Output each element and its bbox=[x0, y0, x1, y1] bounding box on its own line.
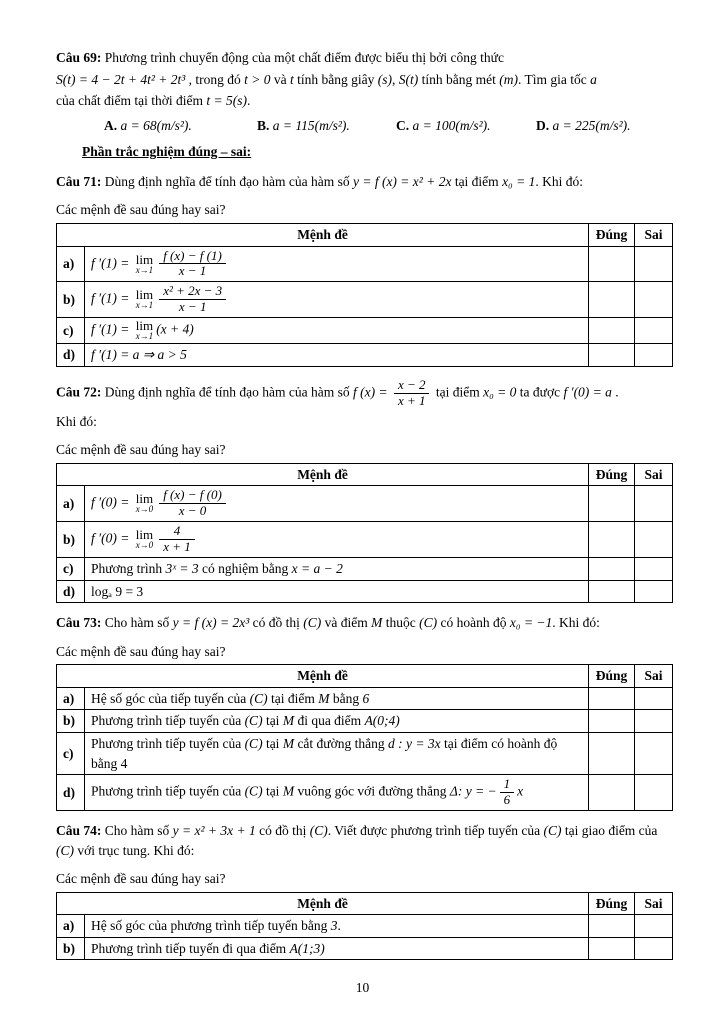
table-row bbox=[57, 318, 673, 344]
table-row bbox=[57, 687, 673, 710]
statement-key: a) bbox=[57, 687, 85, 710]
table-header-row bbox=[57, 223, 673, 246]
statement-text: Phương trình tiếp tuyến của (C) tại M đi qua điểm A(0;4) bbox=[85, 710, 589, 733]
column-header-menh-de: Mệnh đề bbox=[57, 665, 589, 688]
column-header-menh-de: Mệnh đề bbox=[57, 463, 589, 486]
table-row bbox=[57, 522, 673, 558]
table-row bbox=[57, 937, 673, 960]
column-header-sai: Sai bbox=[635, 665, 673, 688]
statement-text: f ′(0) = lim x→0 $\frac{4}{x + 1}$ bbox=[85, 522, 589, 558]
statement-key: a) bbox=[57, 246, 85, 282]
question-69-line3: của chất điểm tại thời điểm t = 5(s). bbox=[56, 93, 251, 109]
answer-cell-dung[interactable] bbox=[589, 937, 635, 960]
statement-key: d) bbox=[57, 344, 85, 367]
answer-cell-sai[interactable] bbox=[635, 580, 673, 603]
answer-cell-sai[interactable] bbox=[635, 775, 673, 811]
table-header-row bbox=[57, 892, 673, 915]
column-header-sai: Sai bbox=[635, 223, 673, 246]
answer-cell-dung[interactable] bbox=[589, 580, 635, 603]
question-74-prompt: Các mệnh đề sau đúng hay sai? bbox=[56, 871, 226, 887]
answer-cell-dung[interactable] bbox=[589, 732, 635, 774]
statement-key: b) bbox=[57, 522, 85, 558]
column-header-sai: Sai bbox=[635, 892, 673, 915]
answer-cell-sai[interactable] bbox=[635, 344, 673, 367]
question-73-prompt: Các mệnh đề sau đúng hay sai? bbox=[56, 643, 226, 659]
answer-cell-sai[interactable] bbox=[635, 710, 673, 733]
question-69-line1: Câu 69: Phương trình chuyển động của một chất điểm được biểu thị bởi công thức bbox=[56, 50, 504, 65]
column-header-menh-de: Mệnh đề bbox=[57, 892, 589, 915]
answer-cell-dung[interactable] bbox=[589, 710, 635, 733]
q74-statements-table bbox=[56, 892, 673, 961]
q71-statements-table bbox=[56, 223, 673, 367]
table-row bbox=[57, 246, 673, 282]
statement-text: f ′(1) = lim x→1 $\frac{\text{x² + 2x − 3}}{x - 1}$ bbox=[85, 282, 589, 318]
statement-key: b) bbox=[57, 710, 85, 733]
answer-cell-dung[interactable] bbox=[589, 687, 635, 710]
answer-cell-dung[interactable] bbox=[589, 246, 635, 282]
answer-cell-sai[interactable] bbox=[635, 522, 673, 558]
answer-cell-sai[interactable] bbox=[635, 282, 673, 318]
answer-cell-dung[interactable] bbox=[589, 775, 635, 811]
answer-cell-sai[interactable] bbox=[635, 246, 673, 282]
question-73-intro: Câu 73: Cho hàm số y = f (x) = 2x³ có đồ thị (C) và điểm M thuộc (C) có hoành độ x₀ = −1. Khi đó: bbox=[56, 615, 600, 631]
table-row bbox=[57, 915, 673, 938]
question-69-line2: S(t) = 4 − 2t + 4t² + 2t³ , trong đó t > 0 và t tính bằng giây (s), S(t) tính bằng mét (m). Tìm gia tốc a bbox=[56, 71, 597, 87]
statement-key: d) bbox=[57, 580, 85, 603]
question-71-intro: Câu 71: Dùng định nghĩa để tính đạo hàm của hàm số y = f (x) = x² + 2x tại điểm x₀ = 1. Khi đó: bbox=[56, 173, 583, 189]
statement-text: f ′(0) = lim x→0 $\frac{f (x) - f (0)}{x - 0}$ bbox=[85, 486, 589, 522]
column-header-sai: Sai bbox=[635, 463, 673, 486]
statement-text: logₐ 9 = 3 bbox=[85, 580, 589, 603]
answer-cell-sai[interactable] bbox=[635, 558, 673, 581]
statement-text: Phương trình tiếp tuyến của (C) tại M cắt đường thẳng d : y = 3x tại điểm có hoành độ bằng 4 bbox=[85, 732, 589, 774]
statement-key: c) bbox=[57, 732, 85, 774]
option-d: D. a = 225(m/s²). bbox=[536, 117, 631, 133]
statement-key: a) bbox=[57, 915, 85, 938]
table-row bbox=[57, 710, 673, 733]
question-72-intro: Câu 72: Dùng định nghĩa để tính đạo hàm của hàm số f (x) = $\frac{x - 2}{x + 1}$ tại điểm x₀ = 0 ta được f ′(0) = a . bbox=[56, 376, 619, 408]
statement-text: f ′(1) = a ⇒ a > 5 bbox=[85, 344, 589, 367]
answer-cell-dung[interactable] bbox=[589, 344, 635, 367]
table-header-row bbox=[57, 463, 673, 486]
table-row bbox=[57, 486, 673, 522]
answer-cell-dung[interactable] bbox=[589, 318, 635, 344]
column-header-dung: Đúng bbox=[589, 223, 635, 246]
answer-cell-sai[interactable] bbox=[635, 732, 673, 774]
q72-statements-table bbox=[56, 463, 673, 603]
option-c: C. a = 100(m/s²). bbox=[396, 117, 491, 133]
statement-key: a) bbox=[57, 486, 85, 522]
table-header-row bbox=[57, 665, 673, 688]
statement-key: c) bbox=[57, 558, 85, 581]
statement-text: Hệ số góc của tiếp tuyến của (C) tại điểm M bằng 6 bbox=[85, 687, 589, 710]
table-row bbox=[57, 282, 673, 318]
statement-text: f ′(1) = lim x→1 (x + 4) bbox=[85, 318, 589, 344]
page-number: 10 bbox=[355, 980, 370, 996]
column-header-dung: Đúng bbox=[589, 892, 635, 915]
table-row bbox=[57, 775, 673, 811]
question-71-prompt: Các mệnh đề sau đúng hay sai? bbox=[56, 202, 226, 218]
table-row bbox=[57, 558, 673, 581]
column-header-dung: Đúng bbox=[589, 463, 635, 486]
question-72-prompt: Các mệnh đề sau đúng hay sai? bbox=[56, 442, 226, 458]
column-header-menh-de: Mệnh đề bbox=[57, 223, 589, 246]
statement-text: Hệ số góc của phương trình tiếp tuyến bằng 3. bbox=[85, 915, 589, 938]
section-header: Phần trắc nghiệm đúng – sai: bbox=[82, 144, 252, 160]
option-b: B. a = 115(m/s²). bbox=[257, 117, 350, 133]
answer-cell-sai[interactable] bbox=[635, 687, 673, 710]
answer-cell-sai[interactable] bbox=[635, 318, 673, 344]
answer-cell-dung[interactable] bbox=[589, 558, 635, 581]
question-72-line2: Khi đó: bbox=[56, 413, 97, 429]
statement-text: f ′(1) = lim x→1 $\frac{f (x) - f (1)}{x - 1}$ bbox=[85, 246, 589, 282]
table-row bbox=[57, 344, 673, 367]
answer-cell-dung[interactable] bbox=[589, 915, 635, 938]
answer-cell-dung[interactable] bbox=[589, 282, 635, 318]
answer-cell-sai[interactable] bbox=[635, 915, 673, 938]
q73-statements-table bbox=[56, 664, 673, 811]
statement-key: b) bbox=[57, 282, 85, 318]
question-74-intro: Câu 74: Cho hàm số y = x² + 3x + 1 có đồ thị (C). Viết được phương trình tiếp tuyến của (C) tại giao điểm của (C) với trục tung. Khi đó: bbox=[56, 822, 658, 858]
table-row bbox=[57, 580, 673, 603]
statement-key: b) bbox=[57, 937, 85, 960]
statement-key: c) bbox=[57, 318, 85, 344]
question-69-options bbox=[56, 116, 673, 136]
statement-text: Phương trình tiếp tuyến đi qua điểm A(1;3) bbox=[85, 937, 589, 960]
table-row bbox=[57, 732, 673, 774]
option-a: A. a = 68(m/s²). bbox=[104, 117, 192, 133]
statement-text: Phương trình tiếp tuyến của (C) tại M vuông góc với đường thẳng Δ: y = − $\frac{1}{6}$ x bbox=[85, 775, 589, 811]
statement-text: Phương trình 3ˣ = 3 có nghiệm bằng x = a − 2 bbox=[85, 558, 589, 581]
answer-cell-dung[interactable] bbox=[589, 486, 635, 522]
answer-cell-sai[interactable] bbox=[635, 486, 673, 522]
statement-key: d) bbox=[57, 775, 85, 811]
answer-cell-sai[interactable] bbox=[635, 937, 673, 960]
answer-cell-dung[interactable] bbox=[589, 522, 635, 558]
column-header-dung: Đúng bbox=[589, 665, 635, 688]
